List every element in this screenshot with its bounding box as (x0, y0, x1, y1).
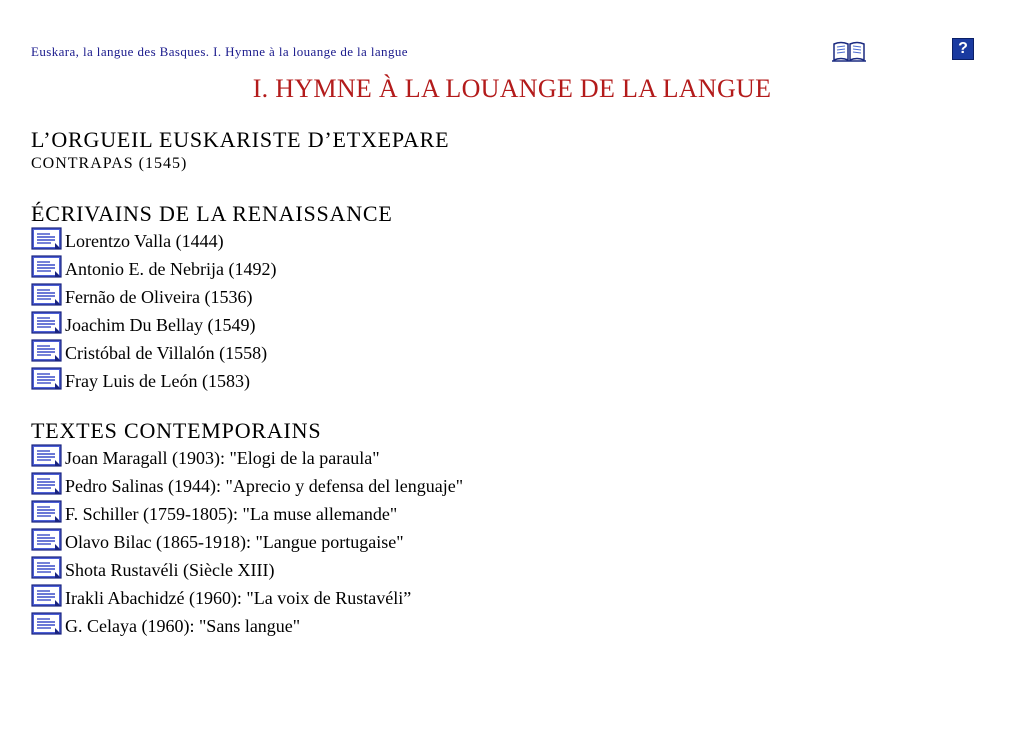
list-item[interactable] (31, 255, 393, 283)
list-item[interactable] (31, 584, 463, 612)
document-icon (31, 500, 63, 524)
document-icon (31, 339, 63, 363)
item-label: Cristóbal de Villalón (1558) (65, 342, 268, 363)
breadcrumb[interactable]: Euskara, la langue des Basques. I. Hymne à la louange de la langue (31, 44, 408, 59)
document-icon (31, 444, 63, 468)
item-label: Pedro Salinas (1944): "Aprecio y defensa del lenguaje" (65, 475, 464, 496)
list-item[interactable] (31, 556, 463, 584)
item-label: Fernão de Oliveira (1536) (65, 286, 253, 307)
list-item[interactable] (31, 500, 463, 528)
list-item[interactable] (31, 528, 463, 556)
list-item[interactable] (31, 367, 393, 395)
section-heading: TEXTES CONTEMPORAINS (31, 418, 322, 443)
item-label: Lorentzo Valla (1444) (65, 230, 224, 251)
help-icon[interactable]: ? (952, 38, 974, 60)
item-list (31, 444, 463, 640)
document-icon (31, 311, 63, 335)
list-item[interactable] (31, 612, 463, 640)
item-label: Antonio E. de Nebrija (1492) (65, 258, 277, 279)
document-icon (31, 528, 63, 552)
document-icon (31, 612, 63, 636)
item-label: F. Schiller (1759-1805): "La muse allemande" (65, 503, 398, 524)
section-contemporains (31, 418, 463, 640)
document-icon (31, 584, 63, 608)
document-icon (31, 255, 63, 279)
item-list (31, 227, 393, 395)
document-icon (31, 227, 63, 251)
item-label: Fray Luis de León (1583) (65, 370, 250, 391)
list-item[interactable] (31, 339, 393, 367)
section-renaissance (31, 201, 393, 395)
section-heading: ÉCRIVAINS DE LA RENAISSANCE (31, 201, 393, 226)
list-item[interactable] (31, 311, 393, 339)
document-icon (31, 556, 63, 580)
item-label: Olavo Bilac (1865-1918): "Langue portugaise" (65, 531, 404, 552)
item-label: Shota Rustavéli (Siècle XIII) (65, 559, 275, 580)
item-label: Joachim Du Bellay (1549) (65, 314, 256, 335)
item-label: Irakli Abachidzé (1960): "La voix de Rustavéli” (65, 587, 412, 608)
document-icon (31, 367, 63, 391)
section-heading: L’ORGUEIL EUSKARISTE D’ETXEPARE (31, 127, 450, 152)
document-icon (31, 472, 63, 496)
list-item[interactable] (31, 472, 463, 500)
open-book-icon[interactable] (832, 40, 866, 62)
list-item[interactable] (31, 283, 393, 311)
item-label: Joan Maragall (1903): "Elogi de la paraula" (65, 447, 380, 468)
item-label: G. Celaya (1960): "Sans langue" (65, 615, 301, 636)
document-icon (31, 283, 63, 307)
list-item[interactable] (31, 227, 393, 255)
contrapas-link[interactable]: CONTRAPAS (1545) (31, 155, 188, 172)
page-title: I. HYMNE À LA LOUANGE DE LA LANGUE (252, 74, 772, 103)
list-item[interactable] (31, 444, 463, 472)
section-orgueil (31, 127, 449, 175)
